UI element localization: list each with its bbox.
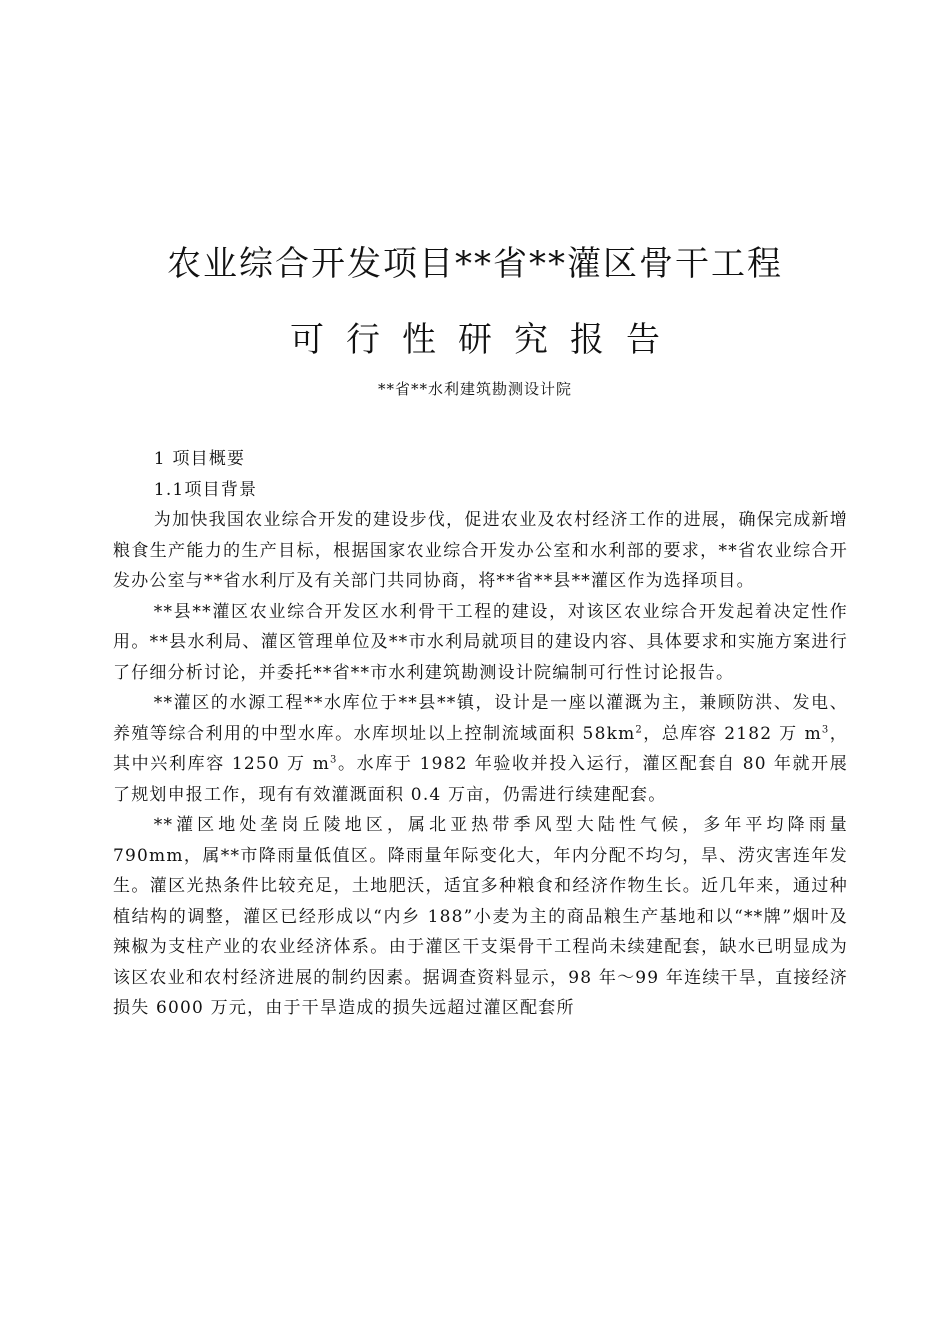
body-text bbox=[113, 444, 848, 1024]
report-title-line2: 可行性研究报告 bbox=[290, 320, 682, 360]
section-title: 项目背景 bbox=[184, 479, 258, 500]
paragraph-3-part-b: ，总库容 2182 万 m bbox=[642, 723, 822, 744]
paragraph-3-part-d: 。水库于 1982 年验收并投入运行，灌区配套自 80 年就开展了规划申报工作，现有有效灌溉面积 0.4 万亩，仍需进行续建配套。 bbox=[113, 754, 848, 805]
section-heading-1 bbox=[113, 444, 848, 475]
paragraph-3-part-c: ，其中兴利库容 1250 万 m bbox=[113, 723, 848, 774]
paragraph-2: **县**灌区农业综合开发区水利骨干工程的建设，对该区农业综合开发起着决定性作用。**县水利局、灌区管理单位及**市水利局就项目的建设内容、具体要求和实施方案进行了仔细分析讨论，并委托**省**市水利建筑勘测设计院编制可行性讨论报告。 bbox=[113, 601, 848, 683]
paragraph-3 bbox=[113, 688, 848, 810]
report-title-line1: 农业综合开发项目**省**灌区骨干工程 bbox=[167, 244, 783, 284]
paragraph-1: 为加快我国农业综合开发的建设步伐，促进农业及农村经济工作的进展，确保完成新增粮食生产能力的生产目标，根据国家农业综合开发办公室和水利部的要求，**省农业综合开发办公室与**省水利厅及有关部门共同协商，将**省**县**灌区作为选择项目。 bbox=[113, 510, 848, 591]
section-title: 项目概要 bbox=[172, 449, 246, 469]
superscript-3: 3 bbox=[330, 754, 338, 766]
section-heading-1-1 bbox=[113, 475, 848, 506]
superscript-2: 2 bbox=[635, 723, 643, 735]
section-number: 1 bbox=[153, 449, 166, 469]
author-institute: **省**水利建筑勘测设计院 bbox=[377, 380, 572, 398]
paragraph-3-part-a: **灌区的水源工程**水库位于**县**镇，设计是一座以灌溉为主，兼顾防洪、发电、养殖等综合利用的中型水库。水库坝址以上控制流域面积 58km bbox=[113, 693, 848, 744]
superscript-3: 3 bbox=[821, 723, 830, 735]
paragraph-4: **灌区地处垄岗丘陵地区，属北亚热带季风型大陆性气候，多年平均降雨量 790mm，属**市降雨量低值区。降雨量年际变化大，年内分配不均匀，旱、涝灾害连年发生。灌区光热条件比较充足，土地肥沃，适宜多种粮食和经济作物生长。近几年来，通过种植结构的调整，灌区已经形成以“内乡 188”小麦为主的商品粮生产基地和以“**牌”烟叶及辣椒为支柱产业的农业经济体系。由于灌区干支渠骨干工程尚未续建配套，缺水已明显成为该区农业和农村经济进展的制约因素。据调查资料显示，98 年～99 年连续干旱，直接经济损失 6000 万元，由于干旱造成的损失远超过灌区配套所 bbox=[113, 815, 848, 1018]
section-number: 1.1 bbox=[153, 479, 185, 500]
